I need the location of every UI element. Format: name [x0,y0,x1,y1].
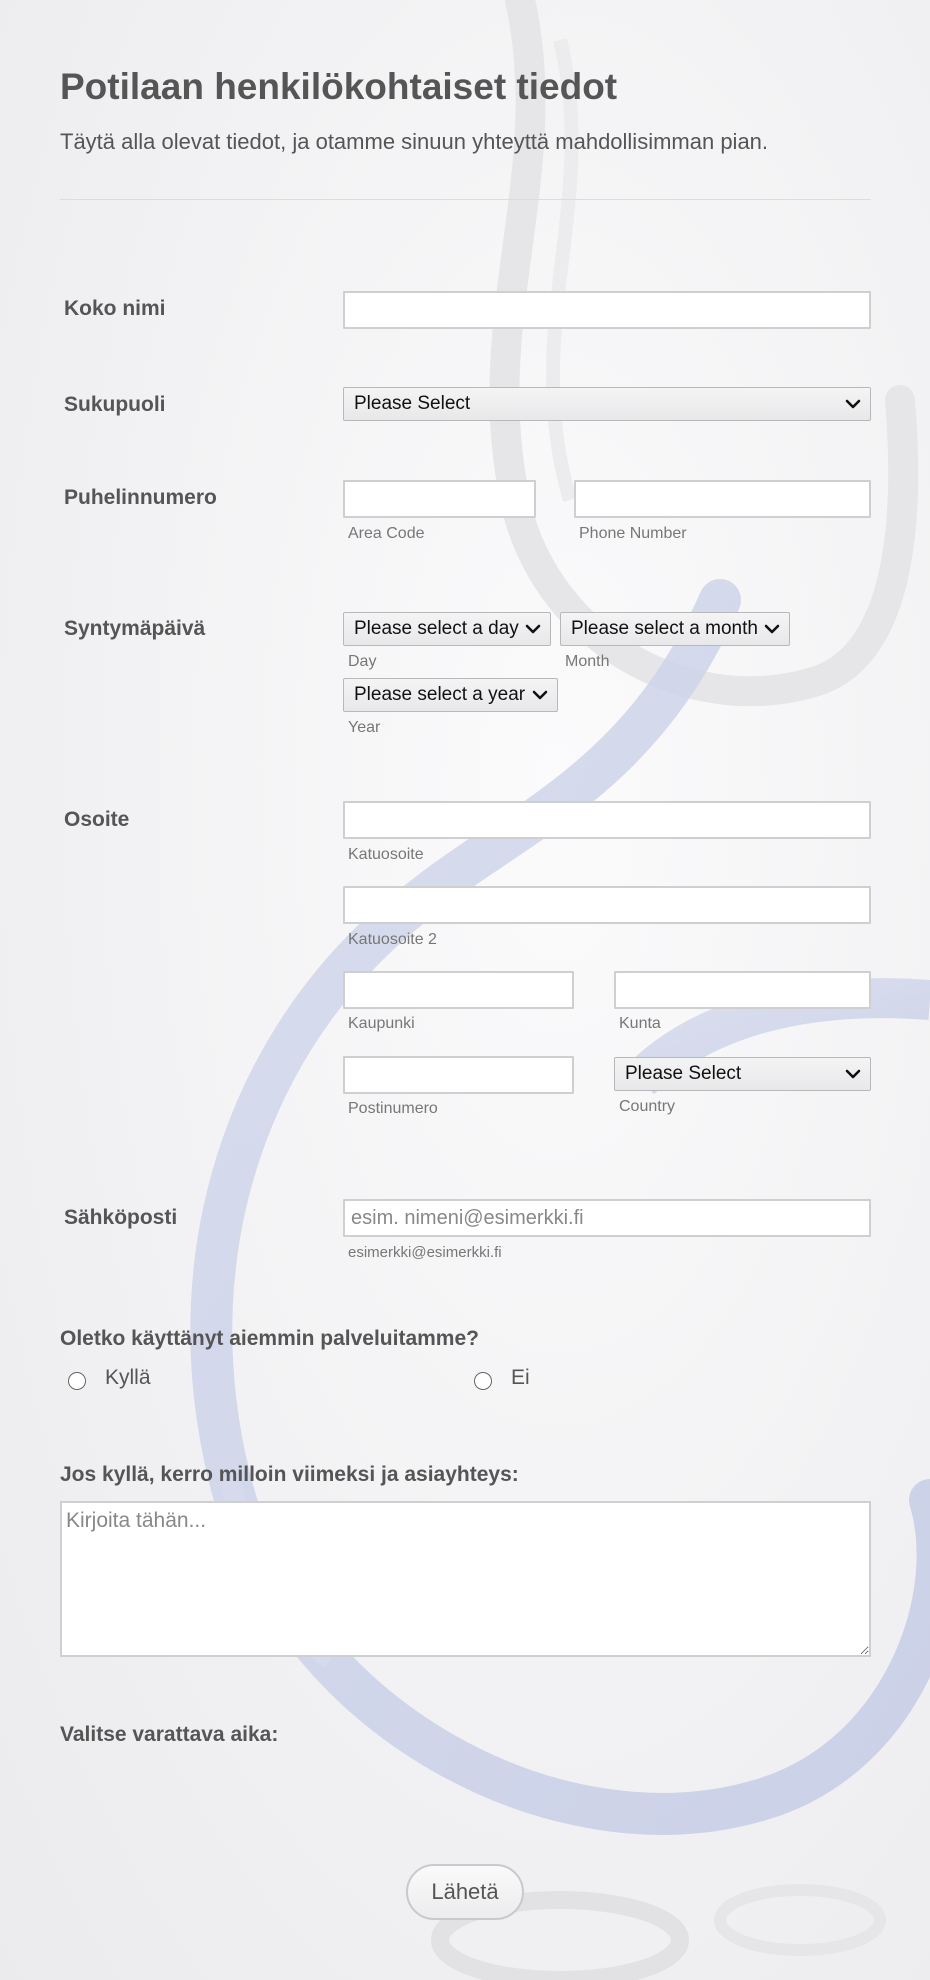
radio-option-label: Ei [511,1366,530,1389]
municipality-input[interactable] [614,971,871,1009]
chevron-down-icon [525,622,541,636]
page-title: Potilaan henkilökohtaiset tiedot [60,66,618,107]
email-label: Sähköposti [64,1206,178,1229]
street-address-input[interactable] [343,801,871,839]
chevron-down-icon [532,688,548,702]
chevron-down-icon [764,622,780,636]
radio-circle-icon[interactable] [474,1372,492,1390]
city-label: Kaupunki [348,1015,415,1032]
area-code-label: Area Code [348,525,425,542]
birth-day-select[interactable] [343,612,551,646]
phone-number-input[interactable] [574,480,871,518]
email-sublabel: esimerkki@esimerkki.fi [348,1244,502,1261]
street-address-label: Katuosoite [348,846,424,863]
chevron-down-icon [845,1067,861,1081]
birth-year-select[interactable] [343,678,558,712]
gender-select[interactable] [343,387,871,421]
birth-year-select-value: Please select a year [354,684,526,705]
birth-month-select-value: Please select a month [571,618,758,639]
full-name-input[interactable] [343,291,871,329]
municipality-label: Kunta [619,1015,661,1032]
gender-select-value: Please Select [354,393,471,414]
details-question: Jos kyllä, kerro milloin viimeksi ja asiayhteys: [60,1463,519,1486]
postal-code-input[interactable] [343,1056,574,1094]
birth-year-label: Year [348,719,381,736]
header-divider [60,199,871,200]
country-select-value: Please Select [625,1063,742,1084]
chevron-down-icon [845,397,861,411]
country-label: Country [619,1098,676,1115]
birth-month-label: Month [565,653,610,670]
email-input[interactable] [343,1199,871,1237]
page-subtitle: Täytä alla olevat tiedot, ja otamme sinuun yhteyttä mahdollisimman pian. [60,129,769,154]
birth-day-label: Day [348,653,377,670]
phone-number-label: Phone Number [579,525,687,542]
birth-day-select-value: Please select a day [354,618,519,639]
birth-month-select[interactable] [560,612,790,646]
prior-use-question: Oletko käyttänyt aiemmin palveluitamme? [60,1327,479,1350]
full-name-label: Koko nimi [64,297,166,320]
postal-code-label: Postinumero [348,1100,438,1117]
appointment-label: Valitse varattava aika: [60,1723,279,1746]
radio-circle-icon[interactable] [68,1372,86,1390]
radio-option-label: Kyllä [105,1366,151,1389]
country-select[interactable] [614,1057,871,1091]
street-address-2-label: Katuosoite 2 [348,931,437,948]
street-address-2-input[interactable] [343,886,871,924]
gender-label: Sukupuoli [64,393,166,416]
details-textarea[interactable] [60,1501,871,1657]
phone-label: Puhelinnumero [64,486,217,509]
address-label: Osoite [64,808,130,831]
birthday-label: Syntymäpäivä [64,617,206,640]
area-code-input[interactable] [343,480,536,518]
submit-button[interactable]: Lähetä [406,1864,524,1920]
city-input[interactable] [343,971,574,1009]
